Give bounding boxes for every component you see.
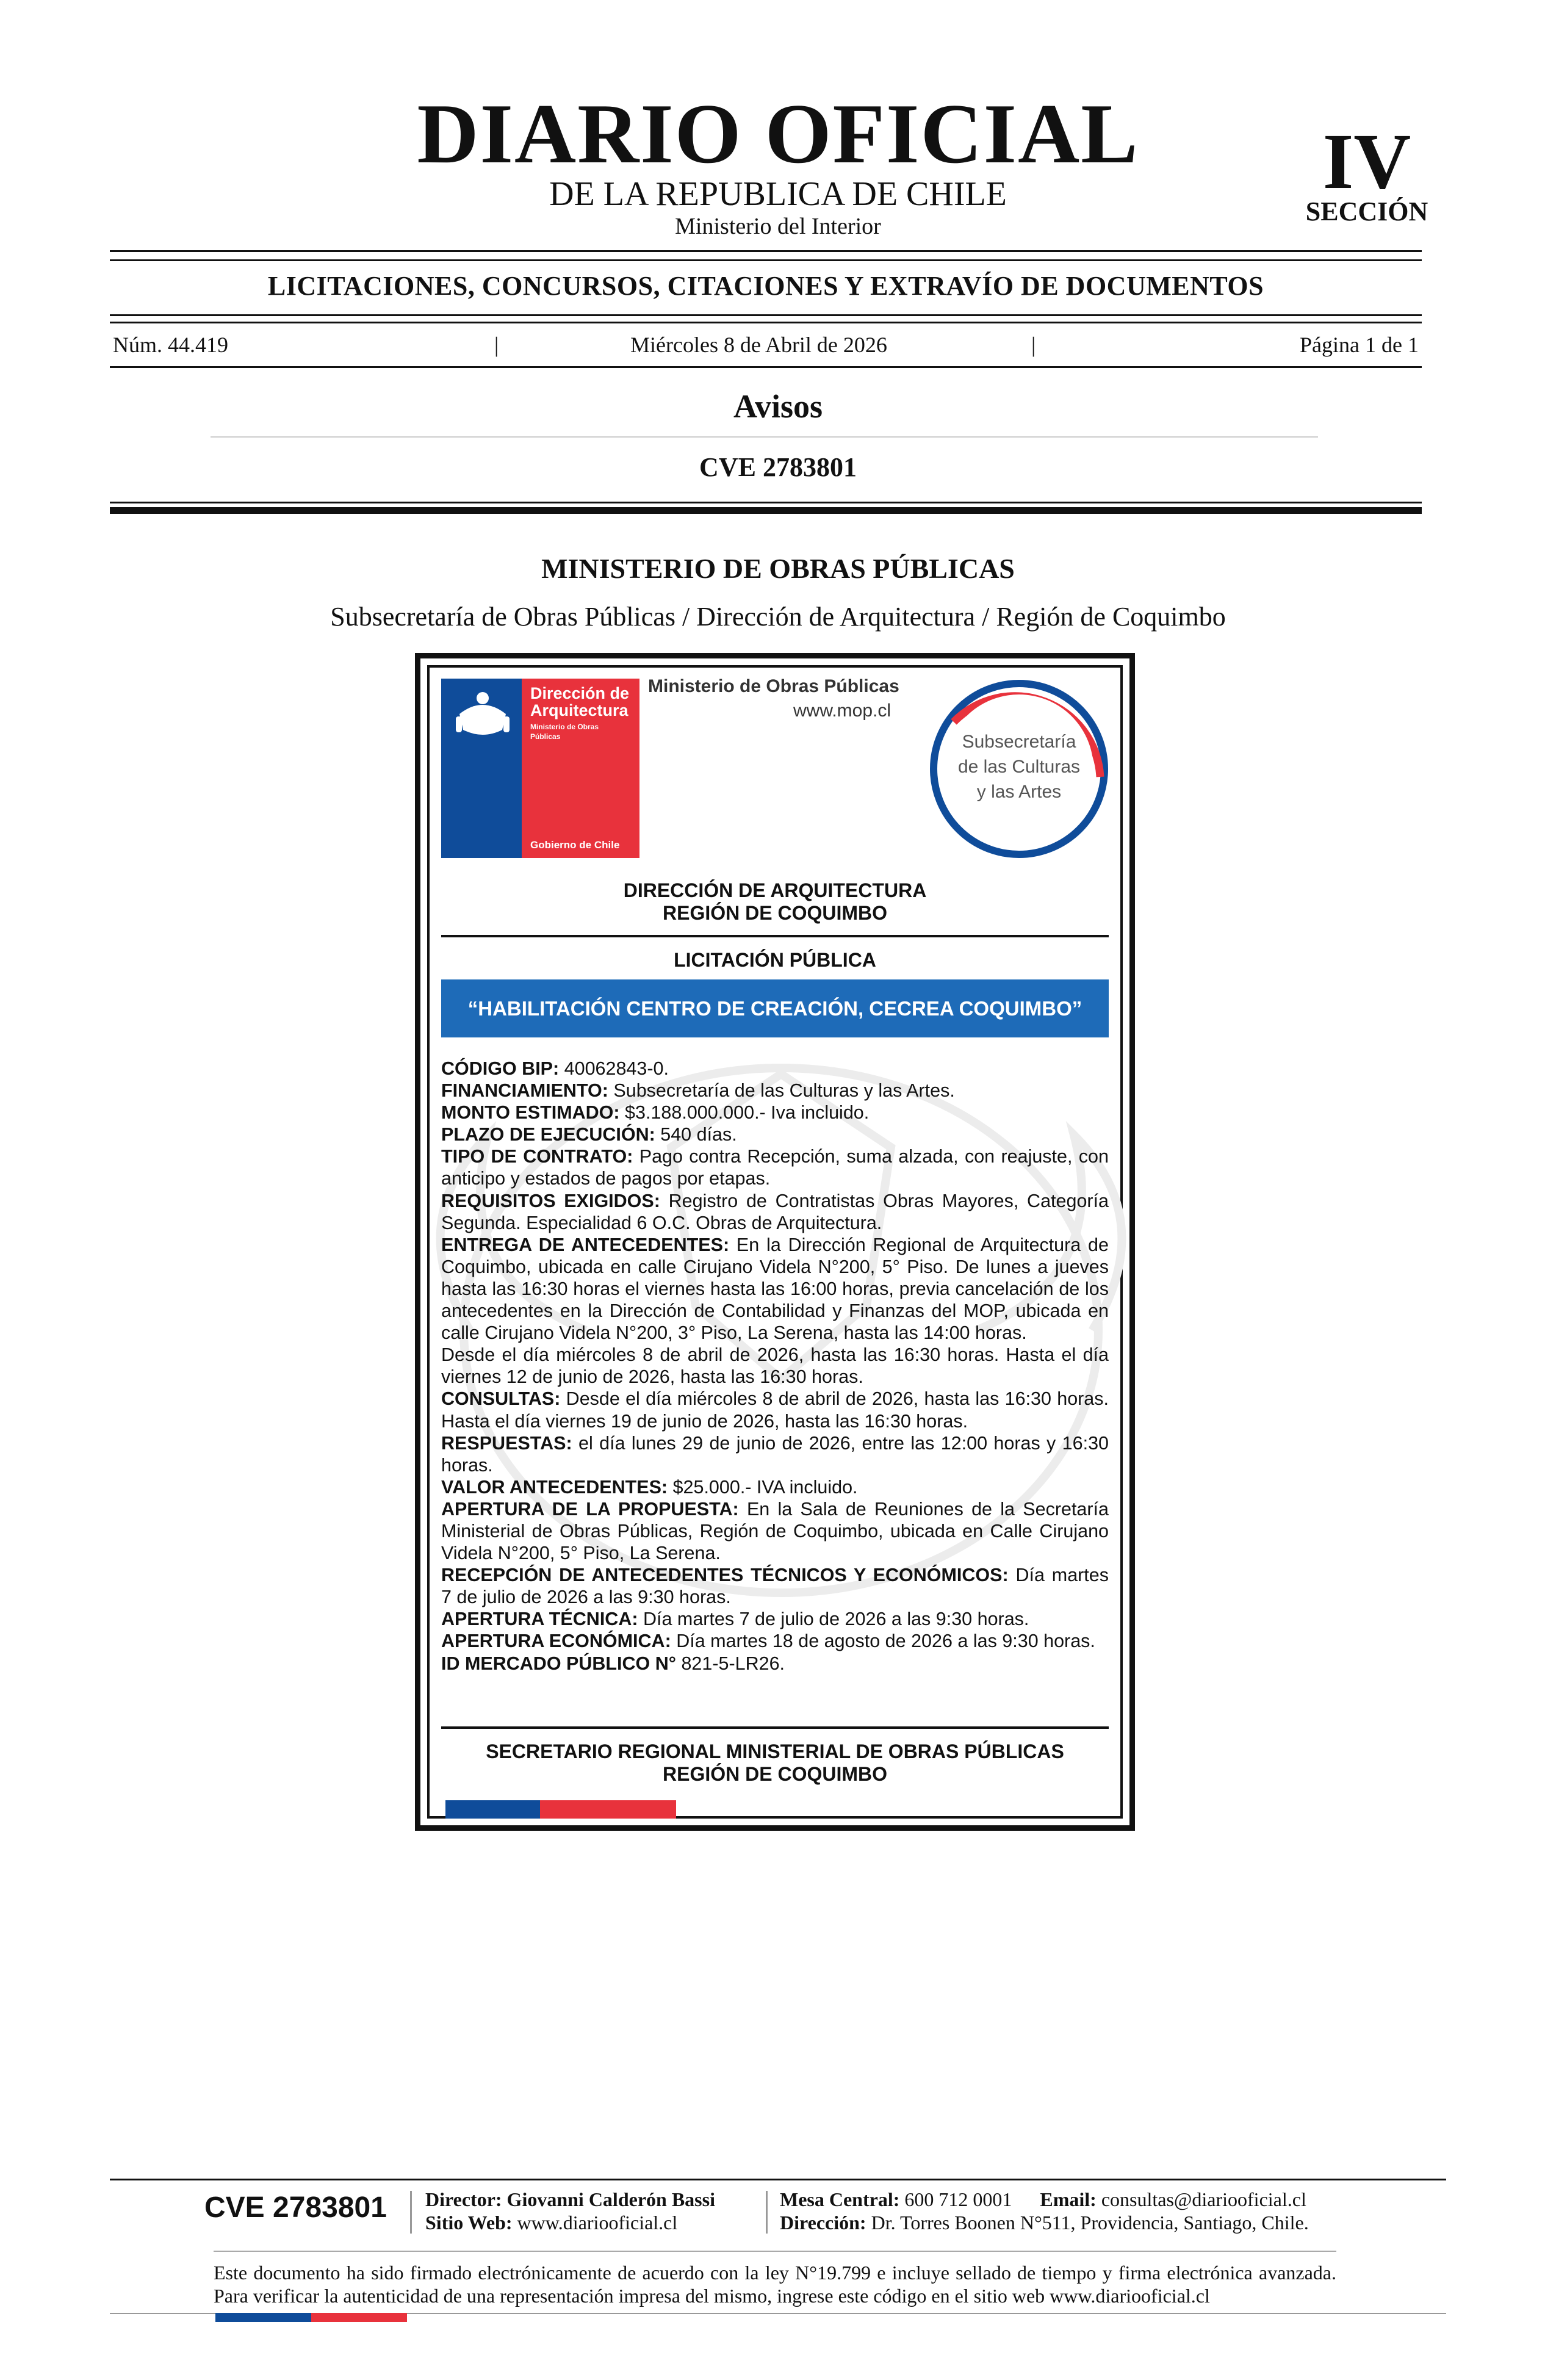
mop-logo-name: Ministerio de Obras Públicas <box>648 676 899 696</box>
tender-field-value: Día martes 7 de julio de 2026 a las 9:30 horas. <box>441 1565 1109 1608</box>
footer-note: Este documento ha sido firmado electrónicamente de acuerdo con la ley N°19.799 e incluye sellado de tiempo y firma electrónica avanzada. Para verificar la autenticidad de una representación impresa del mismo, ingrese este código en el sitio web www.diariooficial.cl <box>214 2262 1336 2307</box>
tender-field-label: REQUISITOS EXIGIDOS: <box>441 1190 660 1211</box>
tender-field-label: RECEPCIÓN DE ANTECEDENTES TÉCNICOS Y ECONÓMICOS: <box>441 1565 1009 1586</box>
svg-text:y las Artes: y las Artes <box>976 782 1062 802</box>
tender-field-value: Registro de Contratistas Obras Mayores, Categoría Segunda. Especialidad 6 O.C. Obras de Arquitectura. <box>441 1190 1109 1233</box>
project-title-banner <box>441 979 1109 1037</box>
tender-field-value: Día martes 18 de agosto de 2026 a las 9:30 horas. <box>671 1631 1095 1652</box>
footer-rule <box>110 2179 1446 2180</box>
tender-field <box>441 1564 1109 1608</box>
tender-field-value: En la Dirección Regional de Arquitectura de Coquimbo, ubicada en calle Cirujano Videla N°200, 5° Piso. De lunes a jueves hasta las 16:30 horas el viernes hasta las 16:00 horas, previa cancelación de los antecedentes en la Dirección de Contabilidad y Finanzas del MOP, ubicada en calle Cirujano Videla N°200, 3° Piso, La Serena, hasta las 14:00 horas. <box>441 1234 1109 1344</box>
tender-field <box>441 1608 1109 1630</box>
tender-field-label: ENTREGA DE ANTECEDENTES: <box>441 1234 730 1255</box>
footer-separator <box>766 2191 768 2234</box>
tender-field-value: Desde el día miércoles 8 de abril de 2026, hasta las 16:30 horas. Hasta el día viernes 19 de junio de 2026, hasta las 16:30 horas. <box>441 1388 1109 1432</box>
tender-field <box>441 1388 1109 1432</box>
tender-field <box>441 1080 1109 1102</box>
footer-separator <box>410 2191 412 2234</box>
category-rule <box>110 314 1422 316</box>
tender-field-label: FINANCIAMIENTO: <box>441 1080 608 1102</box>
notice-subtitle: Subsecretaría de Obras Públicas / Dirección de Arquitectura / Región de Coquimbo <box>330 602 1226 632</box>
direccion-arquitectura-logo <box>441 679 639 858</box>
footer-cve: CVE 2783801 <box>204 2191 387 2224</box>
logo-gobierno: Gobierno de Chile <box>530 839 620 851</box>
subsecretaria-culturas-seal-icon <box>929 679 1109 859</box>
cve-code: CVE 2783801 <box>699 452 857 482</box>
tender-field-value: En la Sala de Reuniones de la Secretaría Ministerial de Obras Públicas, Región de Coquimbo, ubicada en Calle Cirujano Videla N°200, 5° Piso, La Serena. <box>441 1498 1109 1564</box>
flag-bar-red <box>540 1800 676 1819</box>
signature-block: SECRETARIO REGIONAL MINISTERIAL DE OBRAS PÚBLICAS REGIÓN DE COQUIMBO <box>486 1740 1064 1785</box>
tender-field-value: el día lunes 29 de junio de 2026, entre las 12:00 horas y 16:30 horas. <box>441 1432 1109 1476</box>
signature-rule <box>441 1726 1109 1729</box>
tender-field-label: RESPUESTAS: <box>441 1432 572 1454</box>
footer-address: Dirección: Dr. Torres Boonen N°511, Providencia, Santiago, Chile. <box>780 2212 1309 2234</box>
section-number: IV <box>1322 118 1411 206</box>
footer-divider <box>214 2251 1336 2252</box>
tender-field-label: ID MERCADO PÚBLICO N° <box>441 1653 676 1674</box>
logo-blue-panel <box>441 679 522 858</box>
tender-field <box>441 1653 1109 1675</box>
masthead-title: DIARIO OFICIAL <box>417 87 1139 181</box>
tender-field-label: CONSULTAS: <box>441 1388 561 1410</box>
tender-field-value: Desde el día miércoles 8 de abril de 2026, hasta las 16:30 horas. Hasta el día viernes 12 de junio de 2026, hasta las 16:30 horas. <box>441 1344 1109 1388</box>
section-divider <box>211 436 1318 438</box>
issue-number: Núm. 44.419 <box>113 333 228 357</box>
tender-field <box>441 1344 1109 1388</box>
tender-field-label: APERTURA DE LA PROPUESTA: <box>441 1498 739 1520</box>
tender-field-label: PLAZO DE EJECUCIÓN: <box>441 1124 655 1145</box>
heading-rule <box>441 935 1109 937</box>
tender-field-value: Pago contra Recepción, suma alzada, con reajuste, con anticipo y estados de pagos por etapas. <box>441 1146 1109 1189</box>
issue-info-line <box>113 332 1419 362</box>
issue-separator: | <box>1031 333 1036 357</box>
tender-field <box>441 1234 1109 1344</box>
notice-heading: DIRECCIÓN DE ARQUITECTURA REGIÓN DE COQUIMBO <box>623 879 927 924</box>
footer-email-link[interactable]: consultas@diariooficial.cl <box>1101 2188 1306 2210</box>
mop-logo-web: www.mop.cl <box>793 701 891 721</box>
tender-field-value: 40062843-0. <box>559 1058 669 1079</box>
notice-ministry: MINISTERIO DE OBRAS PÚBLICAS <box>541 553 1015 584</box>
chile-coat-of-arms-icon <box>453 690 512 737</box>
tender-field <box>441 1190 1109 1234</box>
cve-rule <box>110 502 1422 503</box>
section-title: Avisos <box>733 388 823 425</box>
tender-field <box>441 1498 1109 1564</box>
svg-text:de las Culturas: de las Culturas <box>957 757 1081 777</box>
header-rule <box>110 259 1422 261</box>
flag-bar-blue <box>445 1800 540 1819</box>
issue-page: Página 1 de 1 <box>1300 333 1419 357</box>
tender-field-label: APERTURA TÉCNICA: <box>441 1609 638 1630</box>
issue-separator: | <box>494 333 499 357</box>
tender-field-label: CÓDIGO BIP: <box>441 1058 560 1079</box>
tender-field <box>441 1630 1109 1652</box>
logo-small-text: Ministerio de Obras Públicas <box>530 723 599 741</box>
category-rule <box>110 322 1422 323</box>
footer-flag-red <box>311 2313 407 2322</box>
tender-field <box>441 1476 1109 1498</box>
footer-contact: Mesa Central: 600 712 0001 Email: consultas@diariooficial.cl <box>780 2188 1306 2210</box>
section-label: SECCIÓN <box>1305 197 1428 226</box>
cve-rule-thick <box>110 507 1422 514</box>
tender-details <box>441 1058 1109 1675</box>
header-rule <box>110 250 1422 252</box>
tender-field-value: 540 días. <box>655 1124 737 1145</box>
tender-field-value: $25.000.- IVA incluido. <box>668 1476 858 1498</box>
tender-field-label: MONTO ESTIMADO: <box>441 1102 620 1123</box>
issue-date: Miércoles 8 de Abril de 2026 <box>630 333 887 357</box>
svg-text:Subsecretaría: Subsecretaría <box>962 732 1076 752</box>
tender-field-value: Subsecretaría de las Culturas y las Artes. <box>608 1080 955 1102</box>
tender-field-value: Día martes 7 de julio de 2026 a las 9:30 horas. <box>638 1609 1029 1630</box>
masthead-subtitle: DE LA REPUBLICA DE CHILE <box>549 175 1007 213</box>
tender-field-value: $3.188.000.000.- Iva incluido. <box>619 1102 870 1123</box>
tender-field-label: TIPO DE CONTRATO: <box>441 1146 633 1167</box>
footer-director: Director: Giovanni Calderón Bassi <box>425 2188 715 2210</box>
tender-field-label: VALOR ANTECEDENTES: <box>441 1476 668 1498</box>
info-rule <box>110 366 1422 368</box>
tender-field <box>441 1123 1109 1145</box>
logo-title: Dirección de Arquitectura <box>530 684 630 720</box>
tender-field-value: 821-5-LR26. <box>675 1653 785 1674</box>
footer-website-link[interactable]: www.diariooficial.cl <box>517 2212 678 2234</box>
footer-website: Sitio Web: www.diariooficial.cl <box>425 2212 678 2234</box>
project-title: “HABILITACIÓN CENTRO DE CREACIÓN, CECREA COQUIMBO” <box>467 997 1082 1020</box>
tender-field <box>441 1058 1109 1080</box>
masthead-ministry: Ministerio del Interior <box>675 214 881 239</box>
tender-type: LICITACIÓN PÚBLICA <box>674 949 876 971</box>
category-heading: LICITACIONES, CONCURSOS, CITACIONES Y EXTRAVÍO DE DOCUMENTOS <box>267 271 1264 301</box>
tender-field <box>441 1102 1109 1123</box>
tender-field <box>441 1145 1109 1189</box>
tender-field <box>441 1432 1109 1476</box>
tender-field-label: APERTURA ECONÓMICA: <box>441 1631 671 1652</box>
footer-flag-blue <box>215 2313 311 2322</box>
